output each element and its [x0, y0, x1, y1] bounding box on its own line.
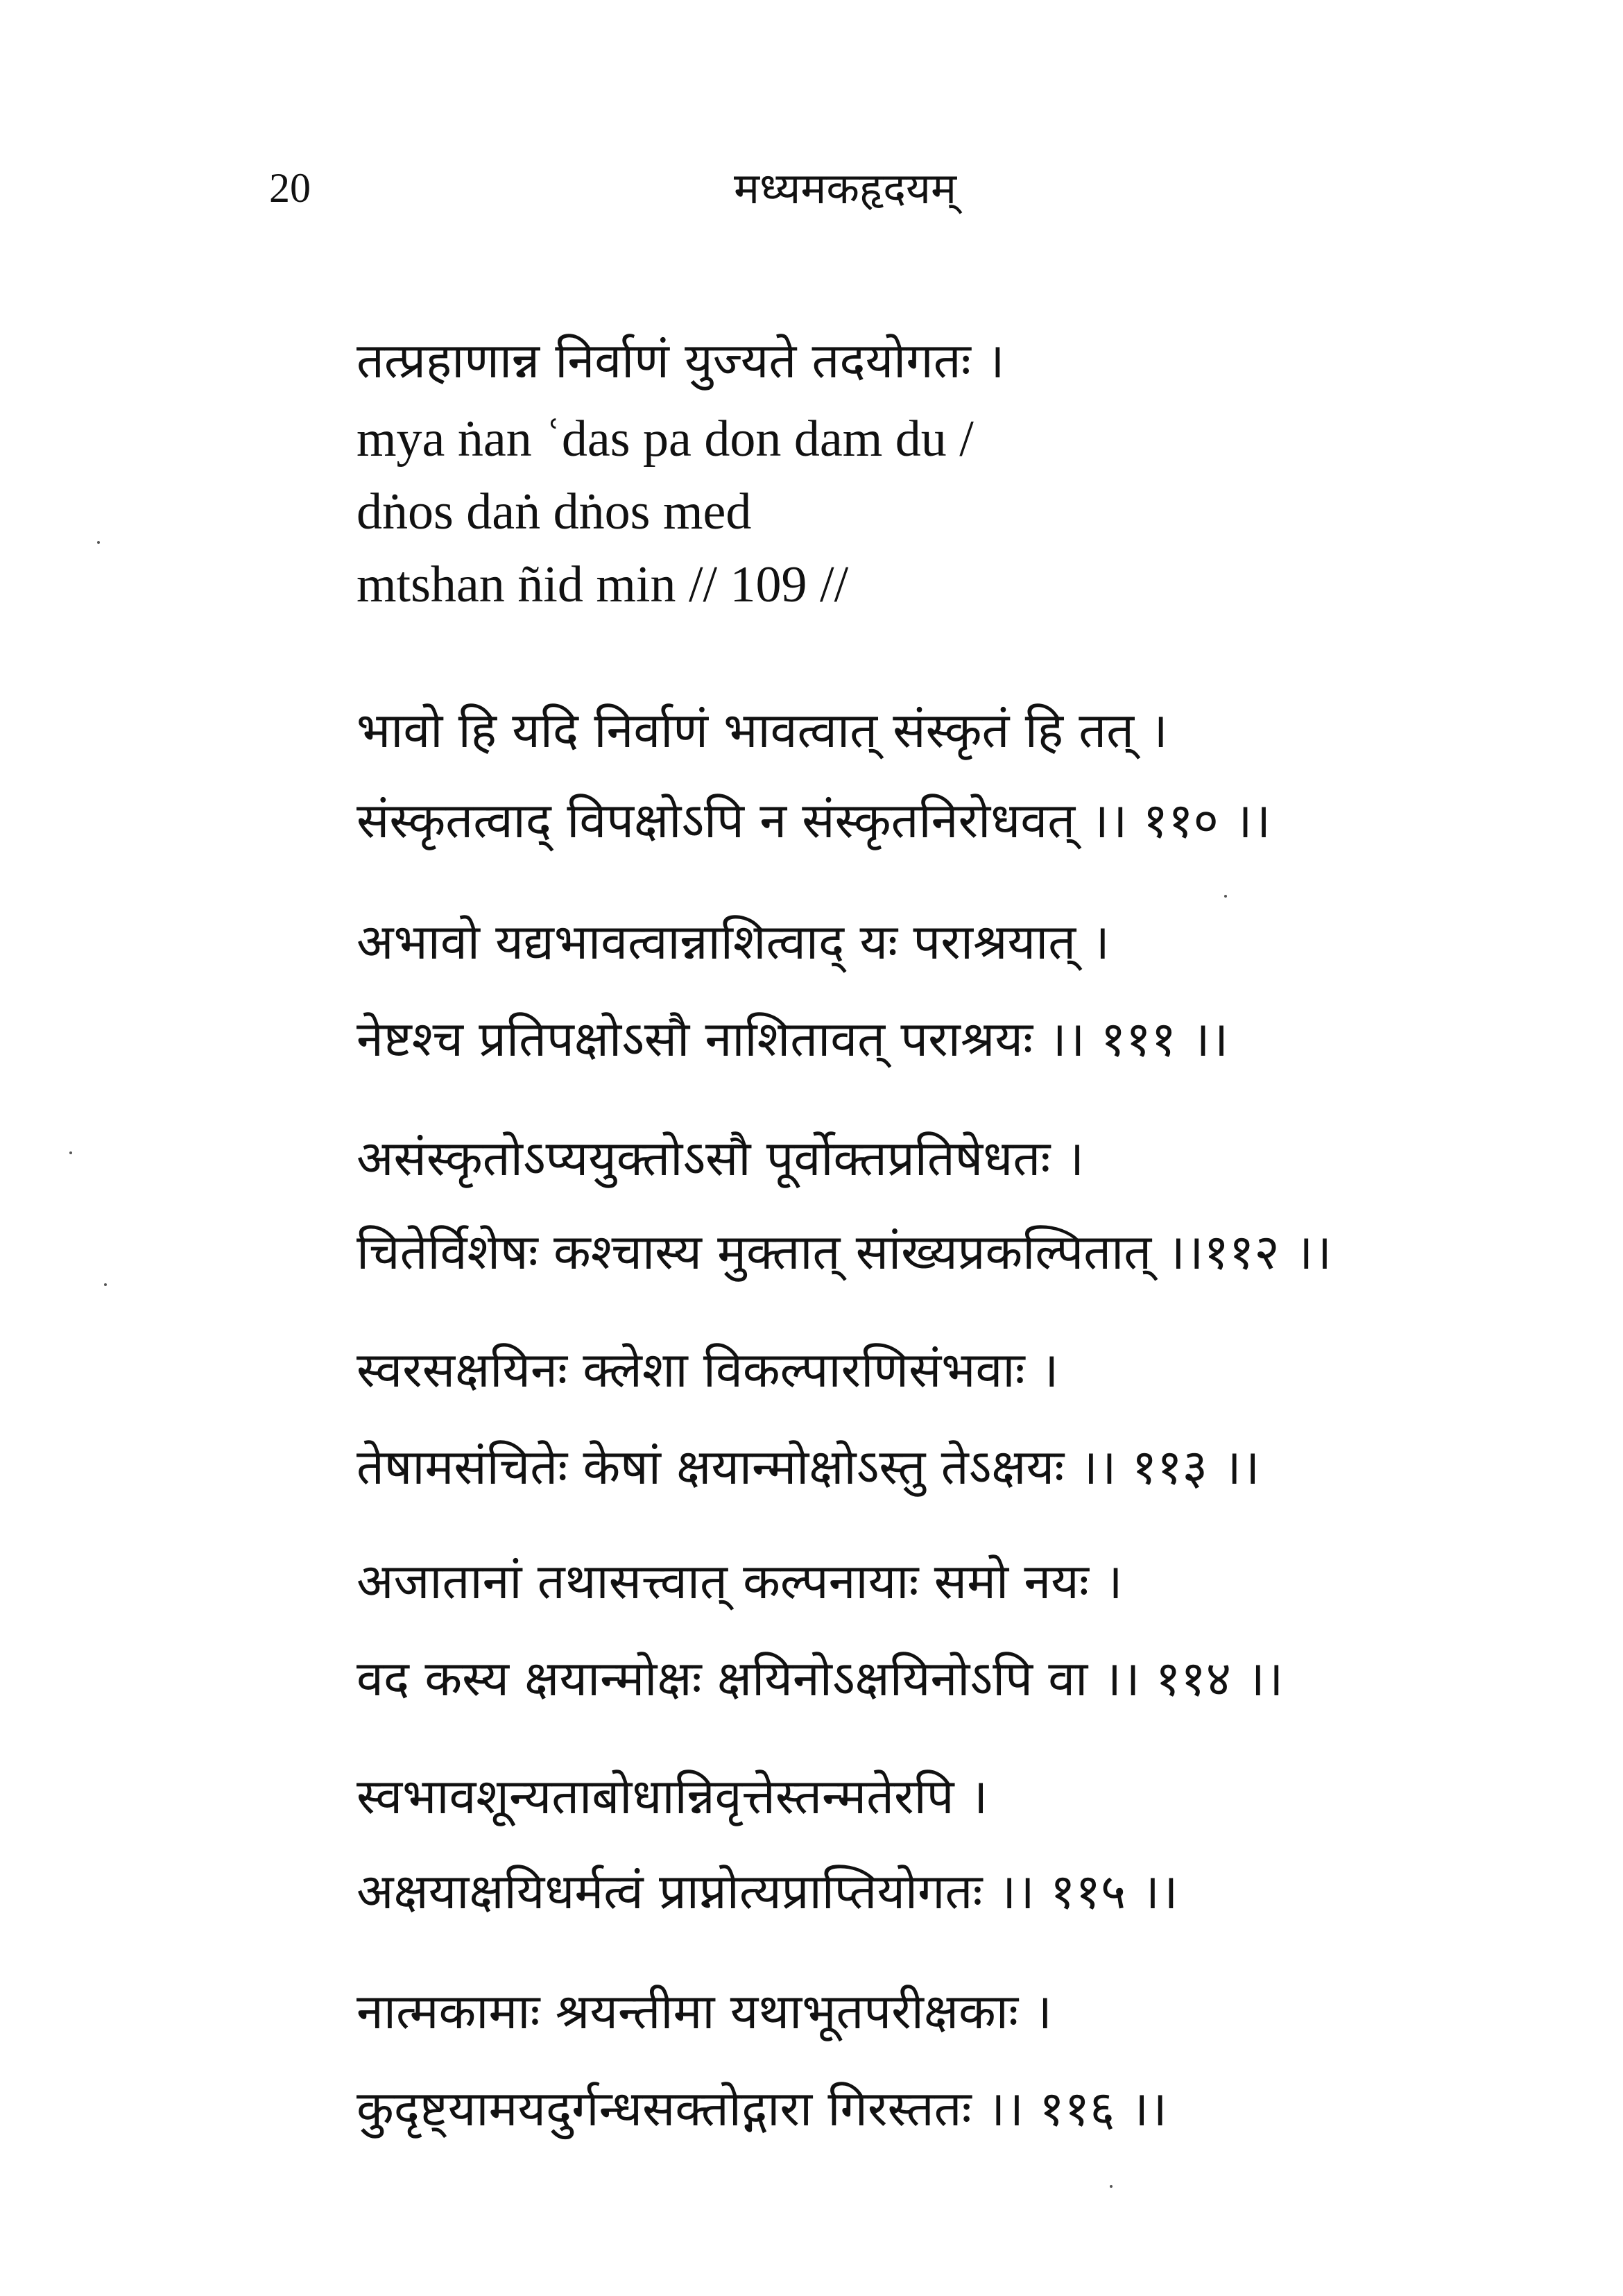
verse-line: नेष्टश्च प्रतिपक्षोऽसौ नाशितावत् पराश्रयः ।। १११ ।।: [357, 1011, 1229, 1068]
scan-speck: [97, 541, 100, 544]
verse-line: भावो हि यदि निर्वाणं भावत्वात् संस्कृतं हि तत् ।: [357, 702, 1168, 759]
scan-speck: [104, 1283, 107, 1286]
verse-line: अभावो यद्यभावत्वान्नाशित्वाद् यः पराश्रयात् ।: [357, 914, 1110, 970]
page-number: 20: [269, 165, 311, 211]
scan-speck: [69, 1151, 72, 1154]
scan-speck: [1224, 895, 1227, 898]
verse-line: नात्मकामाः श्रयन्तीमा यथाभूतपरीक्षकाः ।: [357, 1983, 1052, 2040]
verse-line: स्वभावशून्यताबोधान्निवृत्तेस्तन्मतेरपि ।: [357, 1768, 988, 1825]
verse-line: संस्कृतत्वाद् विपक्षोऽपि न संस्कृतनिरोधवत् ।। ११० ।।: [357, 792, 1271, 849]
tibetan-line: mya ṅan ʿdas pa don dam du /: [357, 411, 974, 468]
tibetan-line: mtshan ñid min // 109 //: [357, 556, 849, 613]
verse-line: अक्षयाक्षयिधर्मत्वं प्राप्नोत्यप्राप्तियोगतः ।। ११५ ।।: [357, 1863, 1178, 1920]
verse-line: स्वरसक्षयिनः क्लेशा विकल्पारणिसंभवाः ।: [357, 1342, 1059, 1398]
verse-line: चितेर्विशेषः कश्चास्य मुक्तात् सांख्यप्रकल्पितात् ।।११२ ।।: [357, 1224, 1332, 1280]
verse-line: वद कस्य क्षयान्मोक्षः क्षयिनोऽक्षयिनोऽपि वा ।। ११४ ।।: [357, 1650, 1284, 1707]
verse-line: अजातानां तथासत्त्वात् कल्पनायाः समो नयः ।: [357, 1553, 1123, 1610]
verse-line: तेषामसंचितेः केषां क्षयान्मोक्षोऽस्तु तेऽक्षयः ।। ११३ ।।: [357, 1439, 1260, 1496]
scan-speck: [1110, 2185, 1113, 2188]
verse-line: तत्प्रहाणान्न निर्वाणं युज्यते तदयोगतः ।: [357, 332, 1005, 389]
tibetan-line: dṅos daṅ dṅos med: [357, 483, 752, 540]
running-title: मध्यमकहृदयम्: [734, 163, 957, 214]
verse-line: कुदृष्ट्यामयदुर्गन्धसक्तोद्गारा गिरस्ततः ।। ११६ ।।: [357, 2080, 1167, 2137]
verse-line: असंस्कृतोऽप्ययुक्तोऽसौ पूर्वोक्तप्रतिषेधतः ।: [357, 1130, 1085, 1187]
